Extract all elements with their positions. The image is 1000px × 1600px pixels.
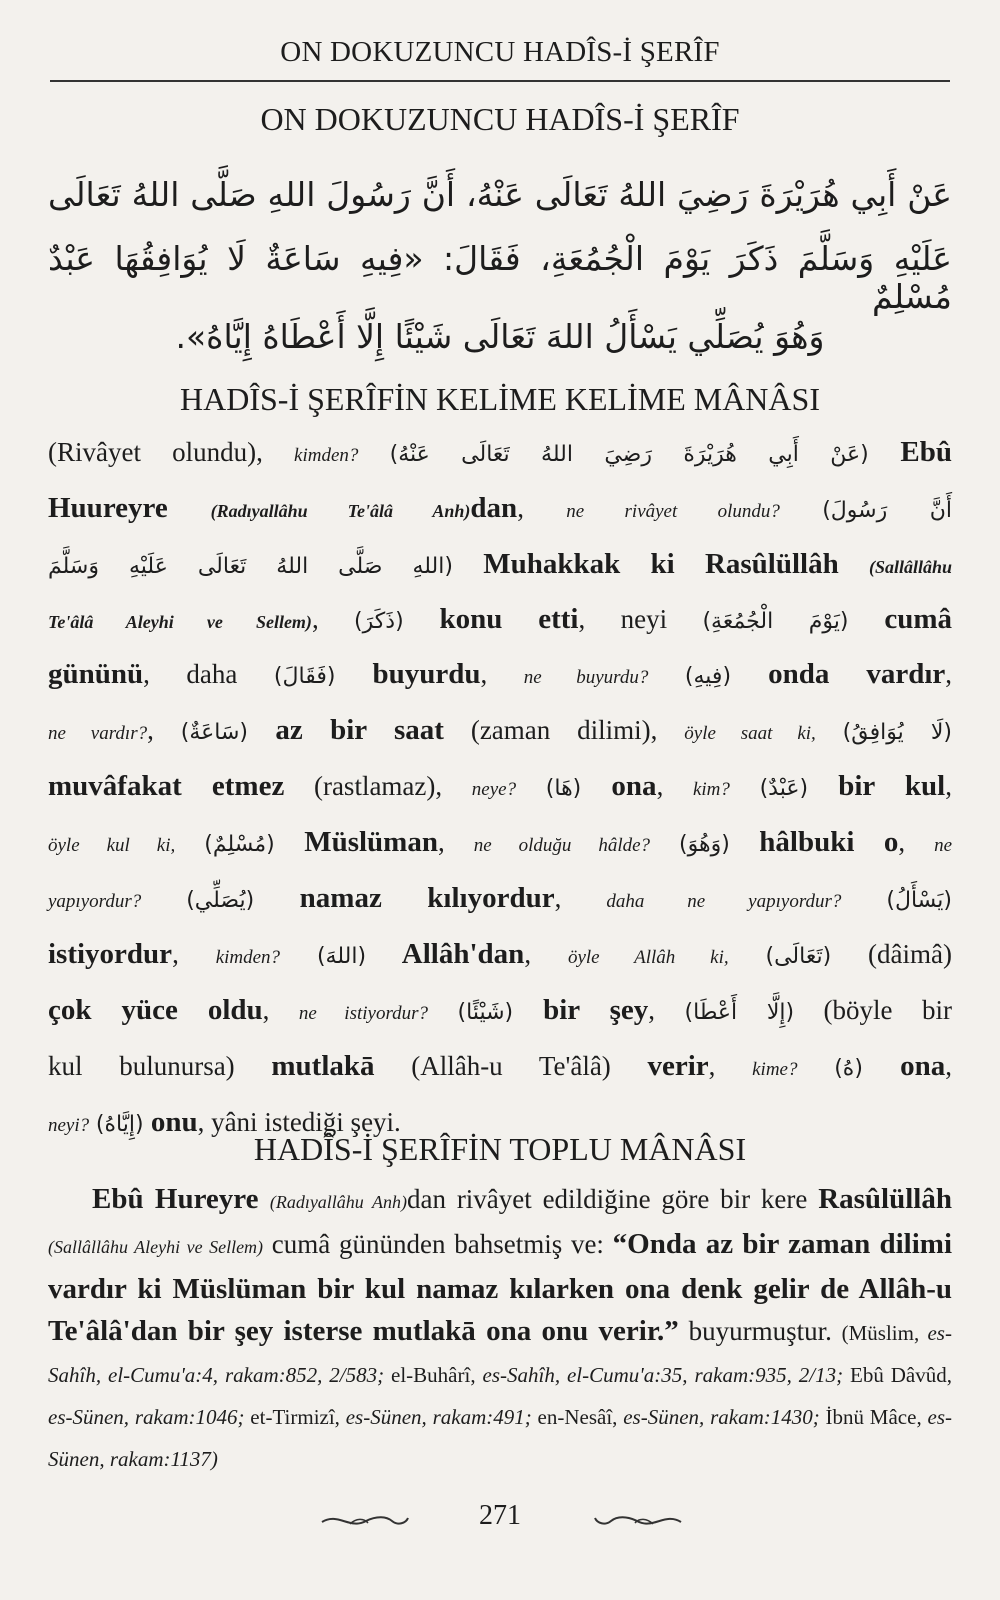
wbw-line-1: (Rivâyet olundu), kimden? (عَنْ أَبِي هُرَيْرَةَ رَضِيَ اللهُ تَعَالَى عَنْهُ) Ebû [48, 436, 953, 468]
arabic-line-3: وَهُوَ يُصَلِّي يَسْأَلُ اللهَ تَعَالَى شَيْئًا إِلَّا أَعْطَاهُ إِيَّاهُ». [175, 317, 825, 356]
wbw-line-4: Te'âlâ Aleyhi ve Sellem), (ذَكَرَ) konu etti, neyi (يَوْمَ الْجُمُعَةِ) cumâ [48, 603, 952, 635]
header-divider [50, 80, 950, 82]
page-number: 271 [479, 1500, 521, 1531]
book-page [48, 0, 952, 1600]
wbw-line-12: kul bulunursa) mutlakā (Allâh-u Te'âlâ) verir, kime? (هُ) ona, [48, 1050, 952, 1082]
arabic-line-2: عَلَيْهِ وَسَلَّمَ ذَكَرَ يَوْمَ الْجُمُعَةِ، فَقَالَ: «فِيهِ سَاعَةٌ لَا يُوَافِقُهَا عَبْدٌ مُسْلِمٌ [48, 239, 952, 316]
wbw-line-6: ne vardır?, (سَاعَةٌ) az bir saat (zaman dilimi), öyle saat ki, (لَا يُوَافِقُ) [48, 714, 952, 746]
wbw-line-2: Huureyre (Radıyallâhu Te'âlâ Anh)dan, ne rivâyet olundu? (أَنَّ رَسُولَ [48, 492, 953, 524]
running-head: ON DOKUZUNCU HADÎS-İ ŞERÎF [280, 36, 720, 68]
right-ornament-icon [593, 1510, 683, 1532]
wbw-line-8: öyle kul ki, (مُسْلِمٌ) Müslüman, ne olduğu hâlde? (وَهُوَ) hâlbuki o, ne [48, 826, 953, 858]
wbw-line-11: çok yüce oldu, ne istiyordur? (شَيْئًا) bir şey, (إِلَّا أَعْطَا) (böyle bir [48, 994, 952, 1026]
wbw-line-5: gününü, daha (فَقَالَ) buyurdu, ne buyurdu? (فِيهِ) onda vardır, [48, 658, 953, 690]
source-citation: (Müslim, es-Sahîh, el-Cumu'a:4, rakam:852, 2/583; el-Buhârî, es-Sahîh, el-Cumu'a:35, rakam:935, 2/13; Ebû Dâvûd, es-Sünen, rakam:1046; et-Tirmizî, es-Sünen, rakam:491; en-Nesâî, es-Sünen, rakam:1430; İbnü Mâce, es-Sünen, rakam:1137) [48, 1321, 952, 1471]
wbw-line-3: اللهِ صَلَّى اللهُ تَعَالَى عَلَيْهِ وَسَلَّمَ) Muhakkak ki Rasûlüllâh (Sallâllâhu [48, 548, 953, 580]
page-title: ON DOKUZUNCU HADÎS-İ ŞERÎF [260, 101, 740, 137]
word-by-word-meaning [48, 426, 952, 1152]
wbw-line-9: yapıyordur? (يُصَلِّي) namaz kılıyordur, daha ne yapıyordur? (يَسْأَلُ) [48, 882, 953, 914]
wbw-line-13: neyi? (إِيَّاهُ) onu, yâni istediği şeyi. [48, 1106, 401, 1138]
wbw-line-10: istiyordur, kimden? (اللهَ) Allâh'dan, öyle Allâh ki, (تَعَالَى) (dâimâ) [48, 938, 952, 970]
page-footer [48, 1500, 952, 1540]
section-heading-word-by-word: HADÎS-İ ŞERÎFİN KELİME KELİME MÂNÂSI [180, 381, 820, 417]
arabic-line-1: عَنْ أَبِي هُرَيْرَةَ رَضِيَ اللهُ تَعَالَى عَنْهُ، أَنَّ رَسُولَ اللهِ صَلَّى اللهُ تَعَالَى [48, 175, 952, 214]
left-ornament-icon [320, 1510, 410, 1532]
overall-meaning-paragraph: Ebû Hureyre (Radıyallâhu Anh)dan rivâyet edildiğine göre bir kere Rasûlüllâh (Sallâllâhu Aleyhi ve Sellem) cumâ gününden bahsetmiş ve: “Onda az bir zaman dilimi vardır ki Müslüman bir kul namaz kılarken ona denk gelir de Allâh-u Te'âlâ'dan bir şey isterse mutlakā ona onu verir.” buyurmuştur. (Müslim, es-Sahîh, el-Cumu'a:4, rakam:852, 2/583; el-Buhârî, es-Sahîh, el-Cumu'a:35, rakam:935, 2/13; Ebû Dâvûd, es-Sünen, rakam:1046; et-Tirmizî, es-Sünen, rakam:491; en-Nesâî, es-Sünen, rakam:1430; İbnü Mâce, es-Sünen, rakam:1137) [48, 1183, 952, 1471]
section-heading-overall-meaning: HADÎS-İ ŞERÎFİN TOPLU MÂNÂSI [253, 1131, 747, 1167]
wbw-line-7: muvâfakat etmez (rastlamaz), neye? (هَا) ona, kim? (عَبْدٌ) bir kul, [48, 770, 952, 802]
